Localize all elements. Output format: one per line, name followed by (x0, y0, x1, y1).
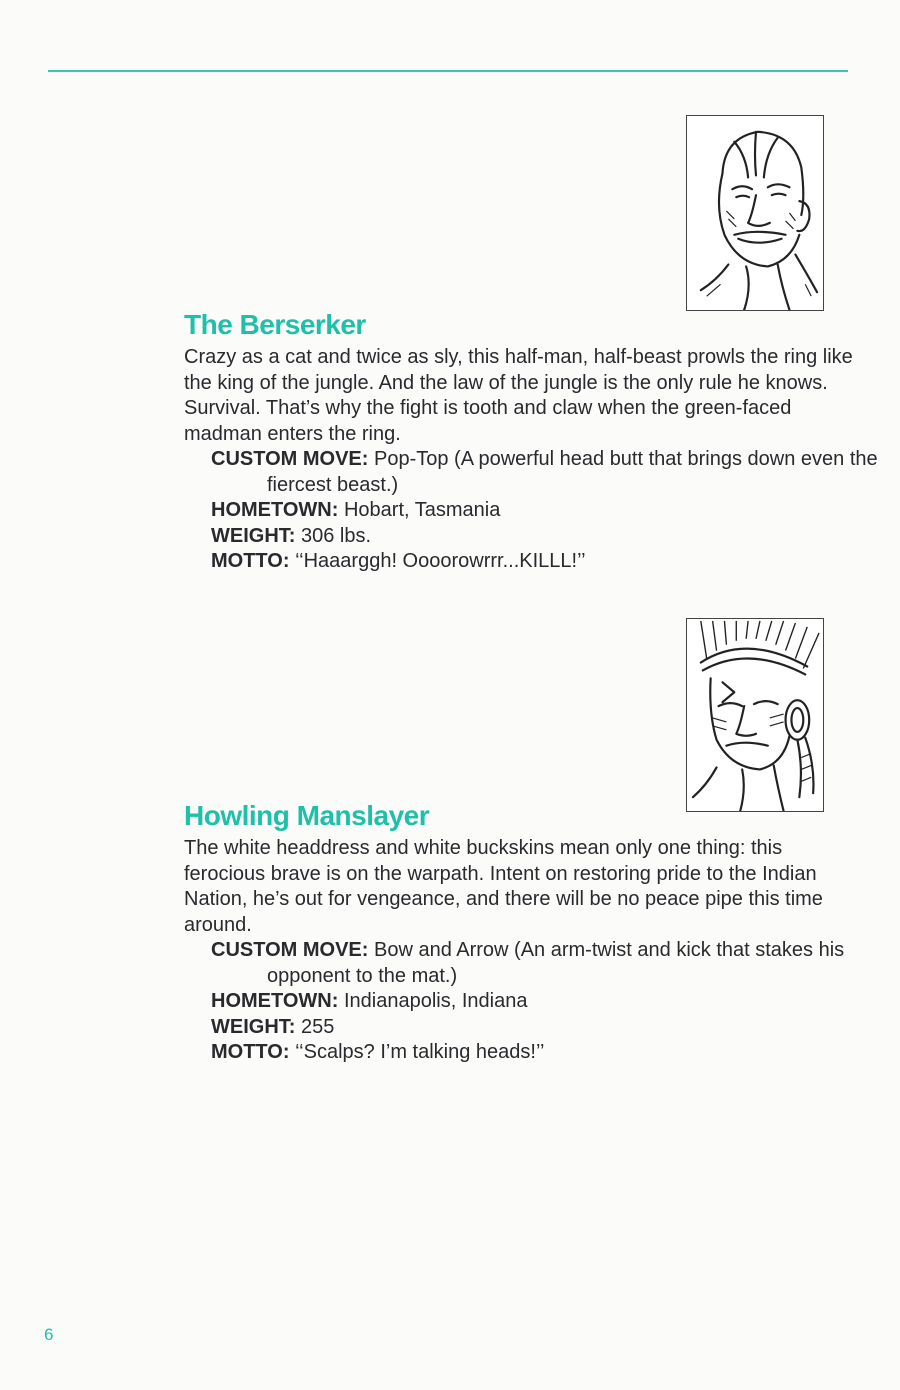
weight (184, 524, 884, 550)
hometown (184, 989, 884, 1015)
hometown-value: Hobart, Tasmania (343, 499, 501, 521)
wrestler-profile-berserker (184, 305, 884, 575)
motto-label: MOTTO: (211, 550, 290, 572)
top-rule (48, 70, 848, 72)
custom-move-label: CUSTOM MOVE: (211, 448, 369, 470)
custom-move (184, 938, 884, 989)
berserker-portrait-icon (686, 115, 824, 311)
motto-value: ‘‘Scalps? I’m talking heads!’’ (295, 1041, 545, 1063)
custom-move-value: Pop-Top (A powerful head butt that brings down even the fiercest beast.) (267, 448, 878, 496)
wrestler-description: The white headdress and white buckskins mean only one thing: this ferocious brave is on the warpath. Intent on restoring pride to the Indian Nation, he’s out for vengeance, and there will be no peace pipe this time around. (184, 837, 823, 936)
weight-value: 306 lbs. (301, 524, 372, 547)
wrestler-profile-manslayer (184, 796, 884, 1066)
motto-value: ‘‘Haaarggh! Oooorowrrr...KILLL!’’ (295, 550, 586, 572)
wrestler-name: The Berserker (184, 309, 366, 340)
custom-move (184, 447, 884, 498)
weight-label: WEIGHT: (211, 524, 296, 547)
hometown-label: HOMETOWN: (211, 499, 339, 521)
wrestler-name: Howling Manslayer (184, 800, 430, 831)
hometown-label: HOMETOWN: (211, 990, 339, 1012)
manslayer-portrait-icon (686, 618, 824, 812)
custom-move-label: CUSTOM MOVE: (211, 939, 369, 961)
motto (184, 549, 884, 575)
weight-label: WEIGHT: (211, 1015, 296, 1038)
weight-value: 255 (301, 1015, 335, 1038)
motto (184, 1040, 884, 1066)
custom-move-value: Bow and Arrow (An arm-twist and kick that stakes his opponent to the mat.) (267, 939, 845, 987)
page-number: 6 (44, 1325, 54, 1344)
hometown-value: Indianapolis, Indiana (343, 990, 528, 1012)
wrestler-description: Crazy as a cat and twice as sly, this half-man, half-beast prowls the ring like the king of the jungle. And the law of the jungle is the only rule he knows. Survival. That’s why the fight is tooth and claw when the green-faced madman enters the ring. (184, 346, 853, 445)
weight (184, 1015, 884, 1041)
hometown (184, 498, 884, 524)
motto-label: MOTTO: (211, 1041, 290, 1063)
